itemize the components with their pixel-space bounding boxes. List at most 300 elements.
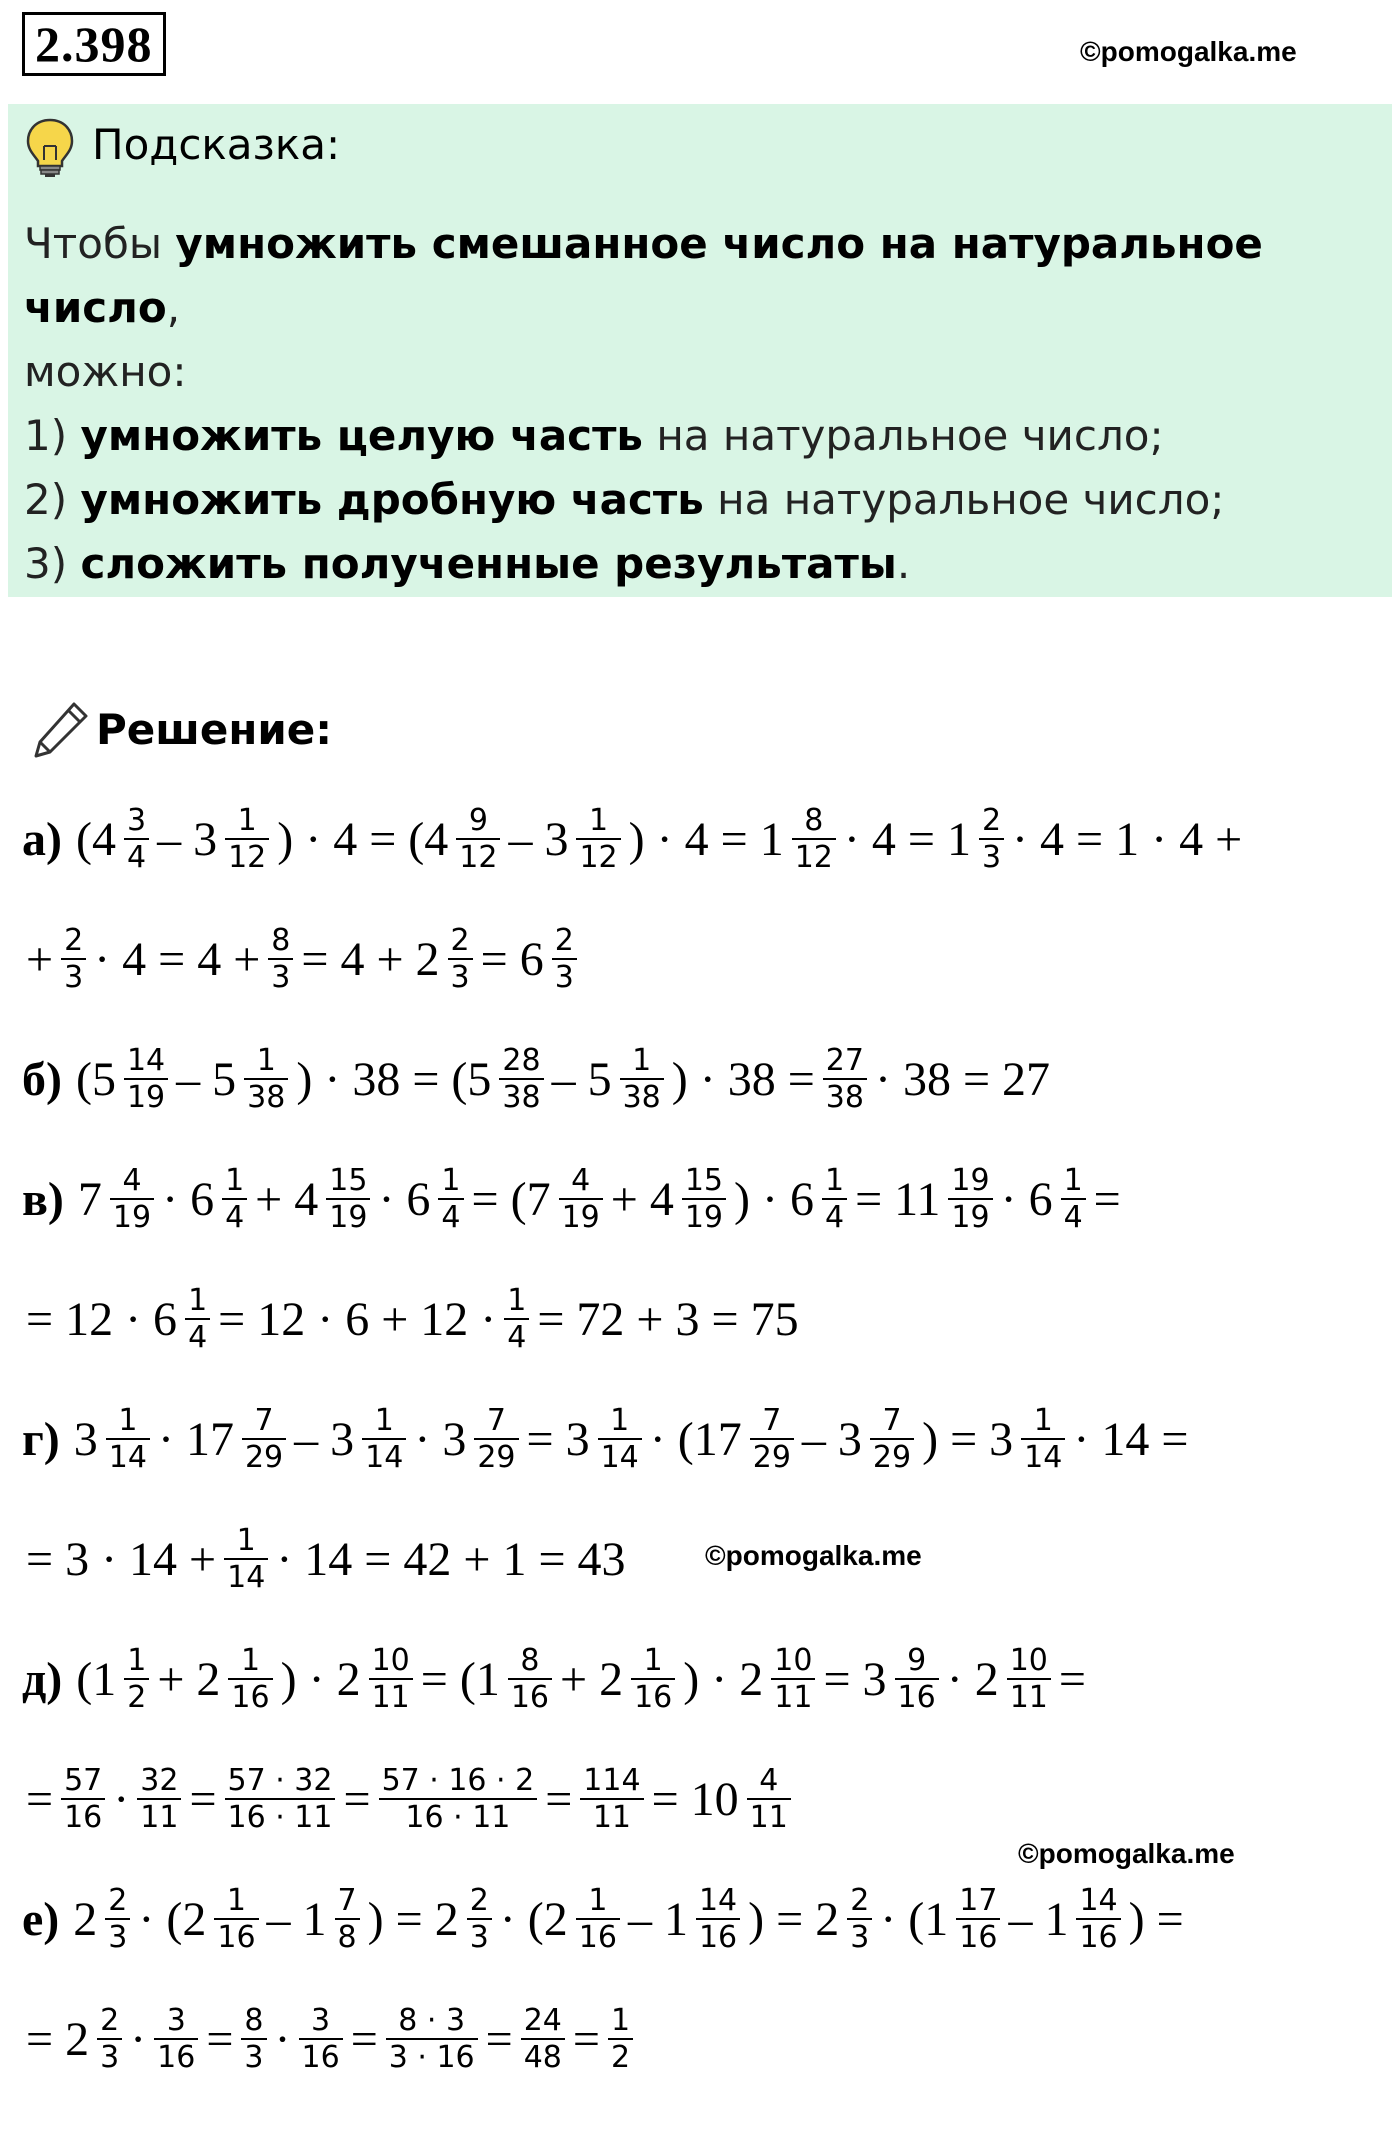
fraction-denominator: 19: [561, 1200, 600, 1235]
fraction: [576, 1883, 620, 1956]
solution-label: в): [22, 1172, 64, 1226]
math-text: · 4 = 4 +: [94, 932, 261, 986]
pencil-icon: [28, 698, 92, 762]
fraction: [97, 2003, 122, 2076]
fraction: [608, 2003, 633, 2076]
fraction-denominator: 29: [752, 1440, 791, 1475]
fraction-denominator: 38: [502, 1080, 541, 1115]
solution-label: а): [22, 812, 62, 866]
fraction-denominator: 16 · 11: [405, 1800, 511, 1835]
fraction: [750, 1403, 794, 1476]
fraction-denominator: 3: [981, 840, 1002, 875]
fraction-denominator: 3: [469, 1920, 489, 1955]
math-text: – 5: [551, 1052, 612, 1106]
math-text: =: [343, 1772, 371, 1826]
solution-label: б): [22, 1052, 62, 1106]
fraction-numerator: 7: [335, 1883, 360, 1920]
fraction-numerator: 8: [792, 803, 836, 840]
fraction: [105, 1883, 130, 1956]
fraction-numerator: 3: [124, 803, 149, 840]
math-text: ·: [130, 2012, 147, 2066]
fraction-denominator: 14: [600, 1440, 639, 1475]
fraction-numerator: 2: [97, 2003, 122, 2040]
fraction: [242, 1403, 286, 1476]
fraction-denominator: 29: [477, 1440, 516, 1475]
math-text: – 1: [266, 1892, 327, 1946]
solution-label: г): [22, 1412, 60, 1466]
hint-line: [24, 212, 1374, 340]
hint-text-segment: 3): [24, 539, 81, 588]
fraction-numerator: 1: [224, 1523, 268, 1560]
watermark-mid: ©pomogalka.me: [705, 1540, 922, 1571]
hint-text-segment: Чтобы: [24, 219, 176, 268]
fraction-numerator: 2: [61, 923, 86, 960]
fraction-denominator: 16: [510, 1680, 550, 1715]
solution-line: [22, 1624, 1090, 1734]
fraction-numerator: 1: [504, 1283, 529, 1320]
fraction-denominator: 3: [554, 960, 574, 995]
fraction: [244, 1043, 288, 1116]
fraction: [552, 923, 577, 996]
fraction-numerator: 19: [948, 1163, 992, 1200]
fraction-denominator: 14: [365, 1440, 404, 1475]
fraction-denominator: 3: [450, 960, 470, 995]
fraction-numerator: 2: [448, 923, 473, 960]
math-text: 7: [77, 1172, 102, 1226]
math-text: ) · 6: [734, 1172, 814, 1226]
fraction: [124, 1643, 149, 1716]
fraction: [771, 1643, 815, 1716]
fraction-numerator: 1: [438, 1163, 463, 1200]
math-text: =: [26, 1772, 54, 1826]
fraction: [467, 1883, 492, 1956]
fraction-numerator: 2: [847, 1883, 872, 1920]
math-text: · (1: [880, 1892, 949, 1946]
fraction: [228, 1643, 272, 1716]
math-text: = 6: [480, 932, 544, 986]
fraction-denominator: 11: [140, 1800, 179, 1835]
math-text: ) =: [1128, 1892, 1184, 1946]
fraction: [682, 1163, 726, 1236]
fraction: [696, 1883, 740, 1956]
math-text: 3: [73, 1412, 98, 1466]
fraction-numerator: 7: [750, 1403, 794, 1440]
fraction-numerator: 4: [559, 1163, 603, 1200]
fraction-denominator: 3: [271, 960, 291, 995]
fraction-numerator: 1: [185, 1283, 210, 1320]
fraction-numerator: 24: [521, 2003, 565, 2040]
fraction: [559, 1163, 603, 1236]
fraction: [895, 1643, 939, 1716]
fraction: [154, 2003, 198, 2076]
fraction: [362, 1403, 406, 1476]
fraction-numerator: 1: [1021, 1403, 1065, 1440]
fraction-denominator: 11: [371, 1680, 410, 1715]
fraction-denominator: 19: [951, 1200, 990, 1235]
fraction-numerator: 4: [747, 1763, 791, 1800]
fraction-denominator: 12: [794, 840, 833, 875]
fraction-numerator: 2: [467, 1883, 492, 1920]
fraction-numerator: 8: [268, 923, 293, 960]
fraction: [521, 2003, 565, 2076]
solution-line: [22, 1864, 1188, 1974]
fraction: [369, 1643, 413, 1716]
math-text: ) = 2: [367, 1892, 459, 1946]
watermark-top: ©pomogalka.me: [1080, 36, 1297, 67]
fraction-denominator: 29: [872, 1440, 912, 1475]
fraction-denominator: 12: [579, 840, 618, 875]
hint-text-segment: 2): [24, 475, 81, 524]
fraction: [61, 1763, 105, 1836]
hint-title: Подсказка:: [92, 120, 341, 169]
fraction-numerator: 3: [299, 2003, 343, 2040]
math-text: – 1: [627, 1892, 688, 1946]
fraction-denominator: 14: [1024, 1440, 1063, 1475]
fraction-numerator: 2: [105, 1883, 130, 1920]
fraction-denominator: 3: [108, 1920, 128, 1955]
fraction-numerator: 10: [1007, 1643, 1051, 1680]
fraction-denominator: 16: [959, 1920, 998, 1955]
fraction-denominator: 16: [301, 2040, 340, 2075]
fraction-denominator: 3: [850, 1920, 870, 1955]
fraction-denominator: 3: [244, 2040, 264, 2075]
hint-text-segment: на натуральное число;: [642, 411, 1164, 460]
fraction-denominator: 4: [507, 1320, 527, 1355]
fraction: [448, 923, 473, 996]
math-text: = 72 + 3 = 75: [537, 1292, 799, 1346]
math-text: · 6: [1000, 1172, 1053, 1226]
fraction-numerator: 1: [1061, 1163, 1086, 1200]
math-text: ) · 38 =: [671, 1052, 815, 1106]
fraction: [225, 1763, 336, 1836]
fraction: [124, 803, 149, 876]
fraction: [792, 803, 836, 876]
math-text: =: [1058, 1652, 1086, 1706]
fraction-numerator: 10: [771, 1643, 815, 1680]
fraction-numerator: 9: [895, 1643, 939, 1680]
fraction: [474, 1403, 518, 1476]
fraction: [214, 1883, 258, 1956]
hint-line: [24, 340, 1374, 404]
fraction-denominator: 38: [622, 1080, 661, 1115]
hint-bold-text: умножить дробную часть: [80, 475, 704, 524]
math-text: · 17: [157, 1412, 234, 1466]
math-text: = (1: [420, 1652, 500, 1706]
fraction-numerator: 1: [124, 1643, 149, 1680]
fraction-denominator: 14: [227, 1560, 266, 1595]
math-text: = 12 · 6: [26, 1292, 178, 1346]
fraction-numerator: 1: [228, 1643, 272, 1680]
fraction-numerator: 28: [499, 1043, 543, 1080]
fraction: [379, 1763, 538, 1836]
fraction-denominator: 11: [1009, 1680, 1048, 1715]
math-text: ) · 38 = (5: [296, 1052, 492, 1106]
fraction-denominator: 4: [188, 1320, 208, 1355]
math-text: (5: [75, 1052, 116, 1106]
fraction-denominator: 16: [157, 2040, 196, 2075]
fraction-numerator: 1: [822, 1163, 847, 1200]
fraction-numerator: 7: [242, 1403, 286, 1440]
hint-text-segment: можно:: [24, 347, 187, 396]
hint-line: [24, 532, 1374, 596]
fraction: [268, 923, 293, 996]
math-text: – 3: [157, 812, 218, 866]
fraction-numerator: 1: [598, 1403, 642, 1440]
fraction-numerator: 1: [106, 1403, 150, 1440]
fraction-numerator: 10: [369, 1643, 413, 1680]
math-text: = 3: [823, 1652, 887, 1706]
fraction-denominator: 16: [634, 1680, 673, 1715]
math-text: ·: [113, 1772, 130, 1826]
fraction: [598, 1403, 642, 1476]
math-text: – 1: [1008, 1892, 1069, 1946]
fraction-numerator: 8: [508, 1643, 552, 1680]
fraction-numerator: 57 · 32: [225, 1763, 336, 1800]
fraction-denominator: 16: [698, 1920, 738, 1955]
fraction-denominator: 11: [592, 1800, 632, 1835]
watermark-lower: ©pomogalka.me: [1018, 1838, 1235, 1869]
solution-label: д): [22, 1652, 63, 1706]
fraction-denominator: 12: [228, 840, 267, 875]
math-text: ) = 2: [748, 1892, 840, 1946]
math-text: = 11: [855, 1172, 941, 1226]
solution-line: [22, 1024, 1054, 1134]
fraction-denominator: 8: [337, 1920, 357, 1955]
fraction-denominator: 38: [247, 1080, 286, 1115]
fraction-numerator: 1: [631, 1643, 675, 1680]
fraction-denominator: 4: [825, 1200, 845, 1235]
fraction-denominator: 12: [459, 840, 498, 875]
math-text: =: [350, 2012, 378, 2066]
fraction-denominator: 2: [127, 1680, 147, 1715]
math-text: · 14 = 42 + 1 = 43: [276, 1532, 626, 1586]
fraction-numerator: 32: [137, 1763, 181, 1800]
math-text: · 38 = 27: [874, 1052, 1051, 1106]
fraction-numerator: 57: [61, 1763, 105, 1800]
hint-line: [24, 404, 1374, 468]
hint-text: [24, 212, 1374, 596]
hint-bold-text: умножить смешанное число на натуральное число: [24, 219, 1263, 332]
fraction: [185, 1283, 210, 1356]
fraction-numerator: 1: [608, 2003, 633, 2040]
fraction-denominator: 14: [108, 1440, 147, 1475]
solution-line: [22, 1744, 795, 1854]
math-text: + 2: [157, 1652, 221, 1706]
fraction: [137, 1763, 181, 1836]
fraction: [823, 1043, 867, 1116]
solution-line: [22, 784, 1246, 894]
fraction-numerator: 1: [222, 1163, 247, 1200]
fraction: [747, 1763, 791, 1836]
math-text: = 2: [26, 2012, 90, 2066]
fraction-denominator: 4: [126, 840, 147, 875]
math-text: · (2: [499, 1892, 568, 1946]
fraction-denominator: 19: [112, 1200, 152, 1235]
fraction-denominator: 11: [749, 1800, 788, 1835]
hint-text-segment: 1): [24, 411, 81, 460]
solution-line: [22, 1504, 630, 1614]
fraction-numerator: 1: [576, 1883, 620, 1920]
fraction: [948, 1163, 992, 1236]
fraction-numerator: 7: [474, 1403, 518, 1440]
math-text: · 4 = 1: [843, 812, 971, 866]
fraction-numerator: 2: [979, 803, 1004, 840]
hint-text-segment: .: [896, 539, 911, 588]
fraction-numerator: 1: [620, 1043, 664, 1080]
fraction: [224, 1523, 268, 1596]
math-text: – 3: [508, 812, 569, 866]
math-text: – 3: [801, 1412, 862, 1466]
fraction: [979, 803, 1004, 876]
hint-line: [24, 468, 1374, 532]
math-text: (4: [75, 812, 116, 866]
fraction-denominator: 16: [578, 1920, 617, 1955]
math-text: · 14 =: [1073, 1412, 1189, 1466]
math-text: ) · 4 = (4: [277, 812, 449, 866]
fraction-denominator: 16: [64, 1800, 103, 1835]
fraction: [386, 2003, 478, 2076]
fraction: [106, 1403, 150, 1476]
fraction-numerator: 114: [580, 1763, 643, 1800]
fraction-denominator: 16: [217, 1920, 256, 1955]
fraction: [61, 923, 86, 996]
fraction: [335, 1883, 360, 1956]
fraction-denominator: 11: [774, 1680, 813, 1715]
fraction-denominator: 16: [231, 1680, 270, 1715]
math-text: + 4: [610, 1172, 674, 1226]
math-text: + 4: [255, 1172, 319, 1226]
math-text: = 12 · 6 + 12 ·: [218, 1292, 497, 1346]
math-text: · 2: [946, 1652, 999, 1706]
fraction: [438, 1163, 463, 1236]
math-text: =: [189, 1772, 217, 1826]
fraction: [508, 1643, 552, 1716]
fraction-numerator: 8 · 3: [386, 2003, 478, 2040]
math-text: + 2: [560, 1652, 624, 1706]
fraction: [326, 1163, 370, 1236]
fraction-numerator: 15: [326, 1163, 370, 1200]
fraction: [620, 1043, 664, 1116]
math-text: ) · 2: [280, 1652, 361, 1706]
fraction-numerator: 8: [241, 2003, 266, 2040]
fraction: [631, 1643, 675, 1716]
math-text: = 4 + 2: [301, 932, 440, 986]
math-text: ) · 2: [683, 1652, 764, 1706]
lightbulb-icon: [22, 116, 78, 178]
fraction-numerator: 2: [552, 923, 577, 960]
fraction: [576, 803, 620, 876]
fraction-denominator: 2: [610, 2040, 631, 2075]
hint-text-segment: на натуральное число;: [703, 475, 1225, 524]
math-text: = 10: [651, 1772, 739, 1826]
math-text: ) · 4 = 1: [628, 812, 784, 866]
hint-text-segment: ,: [166, 283, 181, 332]
fraction: [847, 1883, 872, 1956]
fraction-denominator: 38: [825, 1080, 864, 1115]
fraction-numerator: 15: [682, 1163, 726, 1200]
math-text: =: [1093, 1172, 1121, 1226]
fraction: [822, 1163, 847, 1236]
math-text: =: [485, 2012, 513, 2066]
math-text: · 6: [378, 1172, 431, 1226]
fraction-numerator: 14: [696, 1883, 740, 1920]
fraction: [1061, 1163, 1086, 1236]
fraction: [580, 1763, 643, 1836]
fraction-numerator: 1: [214, 1883, 258, 1920]
math-text: = 3 · 14 +: [26, 1532, 217, 1586]
hint-bold-text: умножить целую часть: [80, 411, 643, 460]
fraction-numerator: 1: [576, 803, 620, 840]
task-number: 2.398: [22, 12, 166, 76]
fraction-denominator: 4: [441, 1200, 461, 1235]
math-text: – 3: [294, 1412, 355, 1466]
fraction-denominator: 4: [225, 1200, 245, 1235]
solution-line: [22, 1144, 1125, 1254]
fraction: [456, 803, 500, 876]
math-text: ) = 3: [922, 1412, 1014, 1466]
solution-line: [22, 1384, 1192, 1494]
solution-label: е): [22, 1892, 60, 1946]
fraction: [241, 2003, 266, 2076]
fraction-numerator: 57 · 16 · 2: [379, 1763, 538, 1800]
fraction-numerator: 1: [225, 803, 269, 840]
math-text: =: [572, 2012, 600, 2066]
math-text: – 5: [176, 1052, 237, 1106]
fraction-numerator: 7: [870, 1403, 914, 1440]
fraction-denominator: 3: [100, 2040, 120, 2075]
math-text: =: [545, 1772, 573, 1826]
math-text: · 4 = 1 · 4 +: [1012, 812, 1243, 866]
fraction: [1021, 1403, 1065, 1476]
fraction-denominator: 29: [244, 1440, 284, 1475]
fraction-denominator: 3: [64, 960, 84, 995]
math-text: 2: [73, 1892, 98, 1946]
fraction: [225, 803, 269, 876]
fraction-denominator: 16: [1079, 1920, 1118, 1955]
math-text: · 6: [162, 1172, 215, 1226]
math-text: = 3: [526, 1412, 590, 1466]
fraction-numerator: 1: [244, 1043, 288, 1080]
fraction: [956, 1883, 1000, 1956]
fraction-numerator: 17: [956, 1883, 1000, 1920]
fraction-numerator: 3: [154, 2003, 198, 2040]
fraction-denominator: 16: [897, 1680, 936, 1715]
math-text: = (7: [471, 1172, 551, 1226]
math-text: =: [206, 2012, 234, 2066]
fraction: [870, 1403, 914, 1476]
fraction-numerator: 27: [823, 1043, 867, 1080]
solution-line: [22, 1984, 637, 2094]
fraction: [222, 1163, 247, 1236]
fraction-denominator: 19: [329, 1200, 368, 1235]
fraction-numerator: 9: [456, 803, 500, 840]
fraction-numerator: 14: [1076, 1883, 1120, 1920]
solution-line: [22, 1264, 803, 1374]
math-text: +: [26, 932, 54, 986]
fraction-denominator: 3 · 16: [388, 2040, 475, 2075]
fraction: [124, 1043, 168, 1116]
fraction-denominator: 16 · 11: [227, 1800, 333, 1835]
fraction: [1076, 1883, 1120, 1956]
fraction: [110, 1163, 154, 1236]
fraction: [504, 1283, 529, 1356]
solution-line: [22, 904, 581, 1014]
math-text: ·: [274, 2012, 291, 2066]
fraction-numerator: 14: [124, 1043, 168, 1080]
fraction: [299, 2003, 343, 2076]
fraction-denominator: 19: [126, 1080, 166, 1115]
fraction: [1007, 1643, 1051, 1716]
